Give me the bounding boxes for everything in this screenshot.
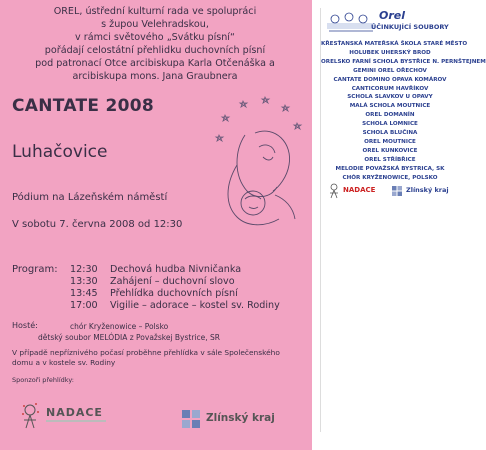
intro-line: arcibiskupa mons. Jana Graubnera [72,71,238,83]
intro-line: s župou Velehradskou, [101,19,209,31]
program-item: Zahájení – duchovní slovo [110,276,235,287]
ensemble-item: OREL KUNKOVICE [362,147,418,154]
zlin-logo-text: Zlínský kraj [206,412,275,424]
ensemble-item: OREL STŘÍBŘICE [364,156,416,163]
ensemble-item: SCHOLA LOMNICE [362,121,418,128]
program-row [70,276,235,287]
ensemble-item: HOLUBEK UHERSKÝ BROD [349,49,431,56]
program-time: 13:30 [70,276,98,287]
intro-line: v rámci světového „Svátku písní“ [75,32,235,44]
zlinsky-kraj-logo [180,407,275,431]
ensemble-item: OREL DOMANÍN [365,112,415,119]
ensemble-item: MELODIE POVAŽSKÁ BYSTRICA, SK [335,165,445,172]
program-row [70,300,280,311]
insert-nadace-text: NADACE [343,186,376,194]
guest-line: chór Kryženowice – Polsko [70,322,169,331]
ensembles-insert [320,8,486,432]
intro-line: pod patronací Otce arcibiskupa Karla Otčenáška a [35,58,275,70]
program-time: 13:45 [70,288,98,299]
guest-line: dětský soubor MELÓDIA z Považskej Bystrice, SR [38,333,220,342]
event-venue: Pódium na Lázeňském náměstí [12,192,168,203]
ensemble-item: CANTICORUM HAVŘÍKOV [351,85,429,92]
ensemble-item: SCHOLA BLUČINA [362,130,418,137]
insert-header [321,8,459,36]
ensemble-item: CHÓR KRYŽENOWICE, POLSKO [342,174,438,181]
event-title: CANTATE 2008 [12,96,155,116]
event-date: V sobotu 7. června 2008 od 12:30 [12,219,183,230]
children-illustration-icon [323,9,379,35]
nadace-logo [20,398,110,436]
insert-zlin-logo [391,183,451,199]
sponsors-label: Sponzoři přehlídky: [12,376,74,384]
intro-line: OREL, ústřední kulturní rada ve spolupráci [53,6,257,17]
ensemble-item: KŘESŤANSKÁ MATEŘSKÁ ŠKOLA STARÉ MĚSTO [321,41,468,47]
insert-zlin-emblem-icon [391,185,403,197]
program-item: Vigilie – adorace – kostel sv. Rodiny [110,300,280,311]
ensemble-item: ORELSKO FARNÍ SCHOLA BYSTŘICE N. PERNŠTEJNEM [321,58,486,65]
nadace-logo-text: NADACE [46,406,103,419]
ensemble-item: GEMINI OREL OŘECHOV [353,67,427,74]
ensemble-item: SCHOLA SLAVKOV U OPAVY [347,94,433,101]
insert-brand: Orel [379,9,406,22]
program-label: Program: [12,264,58,275]
insert-subtitle: ÚČINKUJÍCÍ SOUBORY [371,23,449,31]
intro-text [10,5,300,84]
event-city: Luhačovice [12,142,108,162]
insert-zlin-text: Zlínský kraj [406,186,449,194]
insert-nadace-logo [327,180,377,202]
rain-note: V případě nepříznivého počasí proběhne přehlídka v sále Společenského domu a v kostele sv. Rodiny [12,348,280,367]
ensemble-item: CANTATE DOMINO OPAVA KOMÁROV [333,76,447,83]
program-row [70,288,238,299]
madonna-illustration [215,95,305,235]
program-item: Přehlídka duchovních písní [110,288,238,299]
program-time: 17:00 [70,300,98,311]
ensemble-list [321,40,486,183]
ensemble-item: OREL MOUTNICE [364,138,416,145]
intro-line: pořádají celostátní přehlidku duchovních písní [44,45,266,57]
program-item: Dechová hudba Nivničanka [110,264,242,275]
ensemble-item: MALÁ SCHOLA MOUTNICE [349,103,431,110]
program-time: 12:30 [70,264,98,275]
program-row [70,264,241,275]
zlin-emblem-icon [180,408,202,430]
nadace-logo-rule [46,420,106,422]
guests-label: Hosté: [12,321,38,330]
insert-nadace-figure-icon [327,182,341,200]
